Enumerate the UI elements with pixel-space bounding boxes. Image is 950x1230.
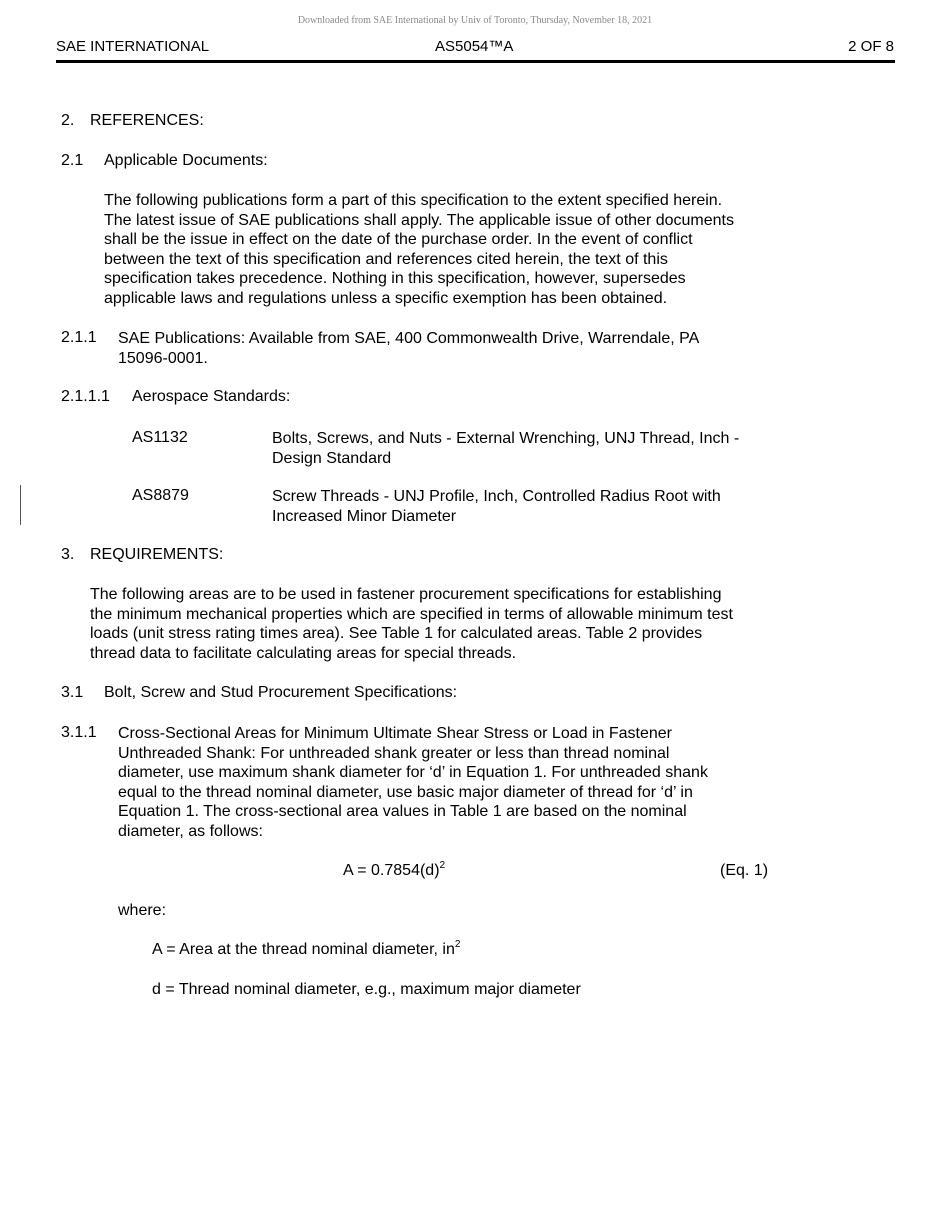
text-line: The latest issue of SAE publications shall apply. The applicable issue of other documents <box>104 211 734 229</box>
definition-area-exponent: 2 <box>454 938 461 950</box>
text-line: diameter, use maximum shank diameter for ‘d’ in Equation 1. For unthreaded shank <box>118 764 708 782</box>
section-3-body <box>90 585 733 663</box>
definition-area-text: A = Area at the thread nominal diameter, in <box>152 941 455 958</box>
download-watermark: Downloaded from SAE International by Univ of Toronto, Thursday, November 18, 2021 <box>297 15 653 26</box>
text-line: equal to the thread nominal diameter, use basic major diameter of thread for ‘d’ in <box>118 783 693 801</box>
definition-area <box>152 938 461 959</box>
equation-expression: A = 0.7854(d) <box>343 862 440 879</box>
text-line: shall be the issue in effect on the date of the purchase order. In the event of conflict <box>104 231 693 249</box>
standard-code: AS8879 <box>132 487 189 504</box>
header-page-number: 2 OF 8 <box>848 38 894 55</box>
text-line: Unthreaded Shank: For unthreaded shank greater or less than thread nominal <box>118 744 670 762</box>
standard-title <box>272 429 739 468</box>
text-line: Screw Threads - UNJ Profile, Inch, Controlled Radius Root with <box>272 488 721 505</box>
header-organization: SAE INTERNATIONAL <box>56 38 210 55</box>
text-line: Bolts, Screws, and Nuts - External Wrenching, UNJ Thread, Inch - <box>272 430 740 447</box>
section-3-heading: REQUIREMENTS: <box>90 546 224 563</box>
section-2-1-1-1-heading: Aerospace Standards: <box>132 388 291 405</box>
text-line: loads (unit stress rating times area). See Table 1 for calculated areas. Table 2 provides <box>90 625 703 643</box>
text-line: Cross-Sectional Areas for Minimum Ultimate Shear Stress or Load in Fastener <box>118 725 672 742</box>
section-2-1-heading: Applicable Documents: <box>104 152 268 169</box>
header-document-number: AS5054™A <box>435 38 514 55</box>
section-3-number: 3. <box>61 546 75 563</box>
section-2-number: 2. <box>61 112 75 129</box>
section-2-1-number: 2.1 <box>61 152 84 169</box>
text-line: The following publications form a part of this specification to the extent specified herein. <box>104 192 723 209</box>
text-line: 15096-0001. <box>118 349 208 367</box>
equation-1 <box>343 859 446 880</box>
text-line: The following areas are to be used in fastener procurement specifications for establishing <box>90 586 722 603</box>
revision-change-bar <box>20 485 21 525</box>
definition-diameter: d = Thread nominal diameter, e.g., maximum major diameter <box>152 981 581 998</box>
text-line: applicable laws and regulations unless a specific exemption has been obtained. <box>104 289 668 307</box>
section-2-1-body <box>104 191 734 309</box>
text-line: specification takes precedence. Nothing in this specification, however, supersedes <box>104 270 686 288</box>
section-2-1-1-body <box>118 329 699 368</box>
section-3-1-number: 3.1 <box>61 684 84 701</box>
text-line: SAE Publications: Available from SAE, 400 Commonwealth Drive, Warrendale, PA <box>118 330 700 347</box>
section-3-1-heading: Bolt, Screw and Stud Procurement Specifications: <box>104 684 458 701</box>
text-line: Increased Minor Diameter <box>272 507 457 525</box>
header-rule <box>56 60 895 63</box>
text-line: Equation 1. The cross-sectional area values in Table 1 are based on the nominal <box>118 803 687 821</box>
standard-title <box>272 487 721 526</box>
standard-code: AS1132 <box>132 429 188 446</box>
section-2-1-1-number: 2.1.1 <box>61 329 97 346</box>
section-3-1-1-body <box>118 724 708 842</box>
section-3-1-1-number: 3.1.1 <box>61 724 97 741</box>
text-line: diameter, as follows: <box>118 822 263 840</box>
text-line: the minimum mechanical properties which are specified in terms of allowable minimum test <box>90 605 733 623</box>
text-line: thread data to facilitate calculating areas for special threads. <box>90 644 517 662</box>
text-line: between the text of this specification and references cited herein, the text of this <box>104 250 668 268</box>
text-line: Design Standard <box>272 449 392 467</box>
section-2-heading: REFERENCES: <box>90 112 204 129</box>
section-2-1-1-1-number: 2.1.1.1 <box>61 388 110 405</box>
equation-exponent: 2 <box>439 859 446 871</box>
equation-label: (Eq. 1) <box>720 862 769 879</box>
where-label: where: <box>118 902 167 919</box>
